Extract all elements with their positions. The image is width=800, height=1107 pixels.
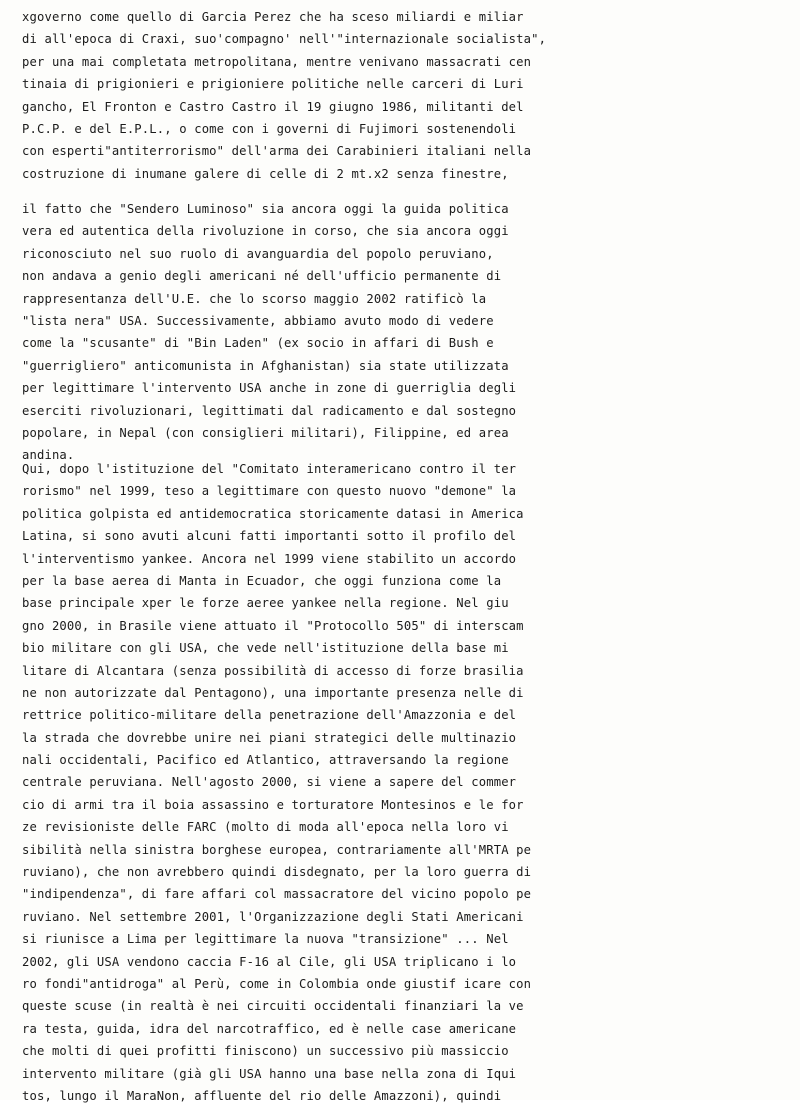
text-line: si riunisce a Lima per legittimare la nuova "transizione" ... Nel <box>22 932 509 947</box>
text-line: ro fondi"antidroga" al Perù, come in Colombia onde giustif icare con <box>22 976 532 991</box>
text-line: andina. <box>22 448 75 463</box>
text-line: "guerrigliero" anticomunista in Afghanistan) sia state utilizzata <box>22 358 509 373</box>
text-line: la strada che dovrebbe unire nei piani strategici delle multinazio <box>22 730 517 745</box>
text-line: nali occidentali, Pacifico ed Atlantico, attraversando la regione <box>22 753 509 768</box>
text-line: 2002, gli USA vendono caccia F-16 al Cile, gli USA triplicano i lo <box>22 954 517 969</box>
text-line: rorismo" nel 1999, teso a legittimare con questo nuovo "demone" la <box>22 484 517 499</box>
text-line: per la base aerea di Manta in Ecuador, che oggi funziona come la <box>22 573 502 588</box>
paragraph <box>22 458 782 1107</box>
text-line: riconosciuto nel suo ruolo di avanguardia del popolo peruviano, <box>22 246 494 261</box>
text-line: rettrice politico-militare della penetrazione dell'Amazzonia e del <box>22 708 517 723</box>
text-line: per legittimare l'intervento USA anche in zone di guerriglia degli <box>22 381 517 396</box>
text-line: xgoverno come quello di Garcia Perez che ha sceso miliardi e miliar <box>22 10 524 24</box>
text-line: popolare, in Nepal (con consiglieri militari), Filippine, ed area <box>22 425 509 440</box>
text-line: l'interventismo yankee. Ancora nel 1999 viene stabilito un accordo <box>22 551 517 566</box>
text-line: Qui, dopo l'istituzione del "Comitato interamericano contro il ter <box>22 462 517 476</box>
text-line: litare di Alcantara (senza possibilità di accesso di forze brasilia <box>22 663 524 678</box>
text-line: ne non autorizzate dal Pentagono), una importante presenza nelle di <box>22 685 524 700</box>
text-line: non andava a genio degli americani né dell'ufficio permanente di <box>22 269 502 284</box>
text-line: gancho, El Fronton e Castro Castro il 19 giugno 1986, militanti del <box>22 99 524 114</box>
text-line: centrale peruviana. Nell'agosto 2000, si viene a sapere del commer <box>22 775 517 790</box>
text-line: per una mai completata metropolitana, mentre venivano massacrati cen <box>22 54 532 69</box>
text-line: Latina, si sono avuti alcuni fatti importanti sotto il profilo del <box>22 529 517 544</box>
text-line: "lista nera" USA. Successivamente, abbiamo avuto modo di vedere <box>22 313 494 328</box>
text-line: ruviano. Nel settembre 2001, l'Organizzazione degli Stati Americani <box>22 909 524 924</box>
text-line: "indipendenza", di fare affari col massacratore del vicino popolo pe <box>22 887 532 902</box>
text-line: bio militare con gli USA, che vede nell'istituzione della base mi <box>22 641 509 656</box>
text-line: politica golpista ed antidemocratica storicamente datasi in America <box>22 506 524 521</box>
text-line: tos, lungo il MaraNon, affluente del rio delle Amazzoni), quindi <box>22 1088 502 1103</box>
text-line: base principale xper le forze aeree yankee nella regione. Nel giu <box>22 596 509 611</box>
text-line: eserciti rivoluzionari, legittimati dal radicamento e dal sostegno <box>22 403 517 418</box>
text-line: vera ed autentica della rivoluzione in corso, che sia ancora oggi <box>22 224 509 239</box>
text-line: cio di armi tra il boia assassino e torturatore Montesinos e le for <box>22 797 524 812</box>
text-line: ruviano), che non avrebbero quindi disdegnato, per la loro guerra di <box>22 865 532 880</box>
text-line: come la "scusante" di "Bin Laden" (ex socio in affari di Bush e <box>22 336 494 351</box>
text-line: ze revisioniste delle FARC (molto di moda all'epoca nella loro vi <box>22 820 509 835</box>
text-line: intervento militare (già gli USA hanno una base nella zona di Iqui <box>22 1066 517 1081</box>
text-line: costruzione di inumane galere di celle di 2 mt.x2 senza finestre, <box>22 166 509 181</box>
text-line: gno 2000, in Brasile viene attuato il "Protocollo 505" di interscam <box>22 618 524 633</box>
paragraph <box>22 6 782 185</box>
text-line: il fatto che "Sendero Luminoso" sia ancora oggi la guida politica <box>22 202 509 216</box>
text-line: queste scuse (in realtà è nei circuiti occidentali finanziari la ve <box>22 999 524 1014</box>
text-line: che molti di quei profitti finiscono) un successivo più massiccio <box>22 1044 509 1059</box>
text-line: tinaia di prigionieri e prigioniere politiche nelle carceri di Luri <box>22 77 524 92</box>
text-line: sibilità nella sinistra borghese europea, contrariamente all'MRTA pe <box>22 842 532 857</box>
text-line: rappresentanza dell'U.E. che lo scorso maggio 2002 ratificò la <box>22 291 487 306</box>
text-line: P.C.P. e del E.P.L., o come con i governi di Fujimori sostenendoli <box>22 121 517 136</box>
text-line: ra testa, guida, idra del narcotraffico, ed è nelle case americane <box>22 1021 517 1036</box>
text-line: di all'epoca di Craxi, suo'compagno' nell'"internazionale socialista", <box>22 32 547 47</box>
paragraph <box>22 198 782 467</box>
text-line: con esperti"antiterrorismo" dell'arma dei Carabinieri italiani nella <box>22 144 532 159</box>
